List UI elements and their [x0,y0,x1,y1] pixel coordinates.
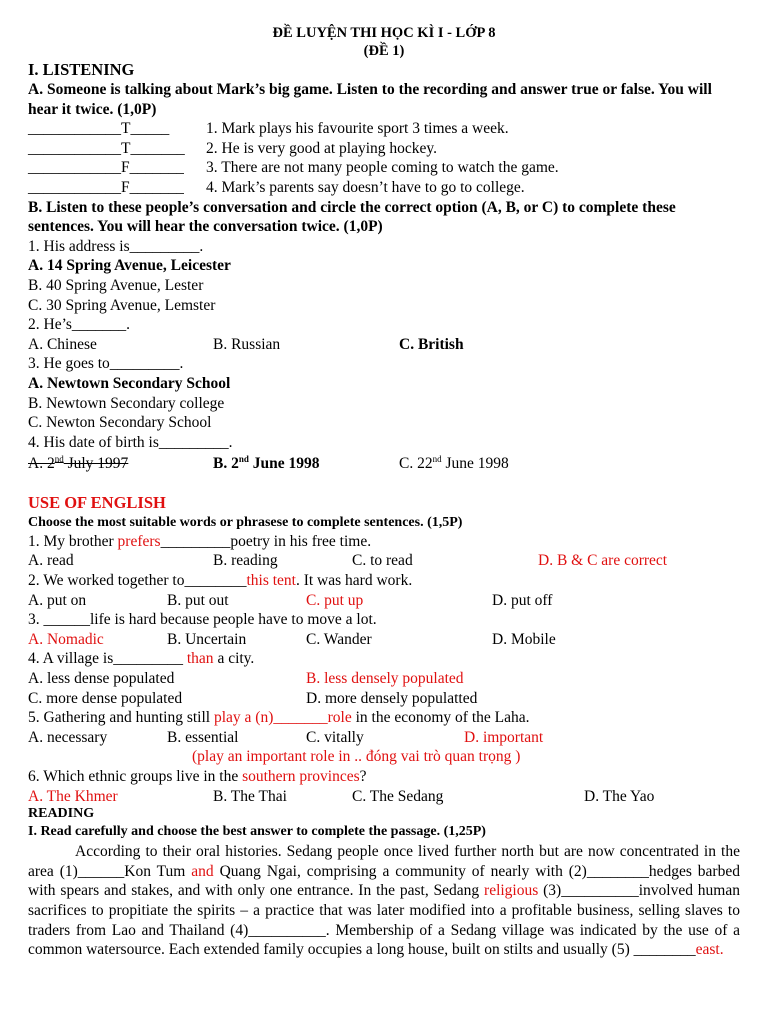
option-b-correct[interactable]: B. less densely populated [306,670,464,688]
tf-item [28,119,740,139]
option-c-correct[interactable]: C. British [399,335,464,353]
listening-heading: I. LISTENING [28,60,135,79]
options-row [28,689,740,709]
option-c[interactable]: C. 30 Spring Avenue, Lemster [28,296,216,314]
page-title: ĐỀ LUYỆN THI HỌC KÌ I - LỚP 8 [272,25,496,41]
option-a-struck[interactable]: A. 2nd July 1997 [28,454,129,473]
question-stem: 2. We worked together to________this tent. It was hard work. [28,572,413,590]
tf-answer[interactable]: ____________T_____ [28,120,170,138]
question-stem: 1. His address is_________. [28,237,204,255]
reading-heading: READING [28,806,95,822]
options-row [28,335,740,355]
options-row [28,787,740,807]
option-c[interactable]: C. vitally [306,728,364,746]
option-c[interactable]: C. Newton Secondary School [28,414,212,432]
option-b-correct[interactable]: B. 2nd June 1998 [213,454,320,473]
option-b[interactable]: B. Uncertain [167,630,247,648]
tf-item [28,139,740,159]
option-d[interactable]: D. Mobile [492,630,556,648]
options-row [28,591,740,611]
question-stem: 2. He’s_______. [28,316,131,334]
question-stem: 1. My brother prefers_________poetry in his free time. [28,532,372,550]
tf-statement: 4. Mark’s parents say doesn’t have to go to college. [206,178,525,196]
tf-item [28,158,740,178]
option-b[interactable]: B. 40 Spring Avenue, Lester [28,276,204,294]
option-c[interactable]: C. The Sedang [352,787,444,805]
option-b[interactable]: B. essential [167,728,239,746]
question-stem: 3. ______life is hard because people have to move a lot. [28,611,377,629]
question-stem: 6. Which ethnic groups live in the southern provinces? [28,768,367,785]
tf-answer[interactable]: ____________F_______ [28,159,184,177]
question-stem: 4. A village is_________ than a city. [28,650,255,668]
question-stem: 4. His date of birth is_________. [28,433,233,451]
option-c-correct[interactable]: C. put up [306,591,364,609]
option-b[interactable]: B. reading [213,552,278,570]
option-a[interactable]: A. put on [28,591,87,609]
use-of-english-heading: USE OF ENGLISH [28,492,166,512]
options-row [28,630,740,650]
option-a[interactable]: A. Chinese [28,335,97,353]
option-d[interactable]: D. The Yao [584,787,655,805]
use-of-english-instructions: Choose the most suitable words or phrasese to complete sentences. (1,5P) [28,514,463,530]
listening-part-a-instructions: A. Someone is talking about Mark’s big game. Listen to the recording and answer true or false. You will hear it twice. (1,0P) [28,81,712,118]
option-a[interactable]: A. necessary [28,728,108,746]
tf-answer[interactable]: ____________T_______ [28,139,185,157]
option-d[interactable]: D. put off [492,591,553,609]
tf-item [28,178,740,198]
option-d-correct[interactable]: D. B & C are correct [538,552,668,570]
options-row [28,454,740,474]
option-a[interactable]: A. read [28,552,74,570]
option-a-correct[interactable]: A. Nomadic [28,630,104,648]
options-row [28,551,740,571]
option-b[interactable]: B. Russian [213,335,281,353]
worksheet-page [28,24,740,960]
question-stem: 3. He goes to_________. [28,355,184,373]
question-stem: 5. Gathering and hunting still play a (n)_______role in the economy of the Laha. [28,709,530,727]
reading-passage: According to their oral histories. Sedang people once lived further north but are now concentrated in the area (1)______Kon Tum and Quang Ngai, comprising a community of nearly with (2)________hedges barbed with spears and stakes, and with only one entrance. In the past, Sedang religious (3)__________involved human sacrifices to propitiate the spirits – a practice that was later modified into a profitable business, selling slaves to traders from Lao and Thailand (4)__________. Membership of a Sedang village was indicated by the use of a common watersource. Each extended family occupies a long house, built on stilts and usually (5) ________east. [28,843,740,959]
option-c[interactable]: C. more dense populated [28,689,183,707]
tf-statement: 2. He is very good at playing hockey. [206,139,438,157]
answer-note: (play an important role in .. đóng vai trò quan trọng ) [192,748,521,766]
tf-answer[interactable]: ____________F_______ [28,178,184,196]
option-b[interactable]: B. The Thai [213,787,287,805]
options-row [28,728,740,748]
option-b[interactable]: B. put out [167,591,229,609]
option-c[interactable]: C. 22nd June 1998 [399,454,509,473]
option-d[interactable]: D. more densely populatted [306,689,478,707]
option-b[interactable]: B. Newtown Secondary college [28,394,225,412]
option-c[interactable]: C. to read [352,552,413,570]
option-d-correct[interactable]: D. important [464,728,544,746]
options-row [28,669,740,689]
option-a-correct[interactable]: A. 14 Spring Avenue, Leicester [28,257,231,275]
option-c[interactable]: C. Wander [306,630,372,648]
option-a[interactable]: A. less dense populated [28,670,175,688]
option-a-correct[interactable]: A. The Khmer [28,787,118,805]
page-subtitle: (ĐỀ 1) [363,43,405,59]
reading-instructions: I. Read carefully and choose the best answer to complete the passage. (1,25P) [28,824,486,840]
tf-statement: 1. Mark plays his favourite sport 3 times a week. [206,120,509,138]
option-a-correct[interactable]: A. Newtown Secondary School [28,374,231,392]
listening-part-b-instructions: B. Listen to these people’s conversation and circle the correct option (A, B, or C) to complete these sentences. You will hear the conversation twice. (1,0P) [28,198,676,236]
tf-statement: 3. There are not many people coming to watch the game. [206,159,559,177]
